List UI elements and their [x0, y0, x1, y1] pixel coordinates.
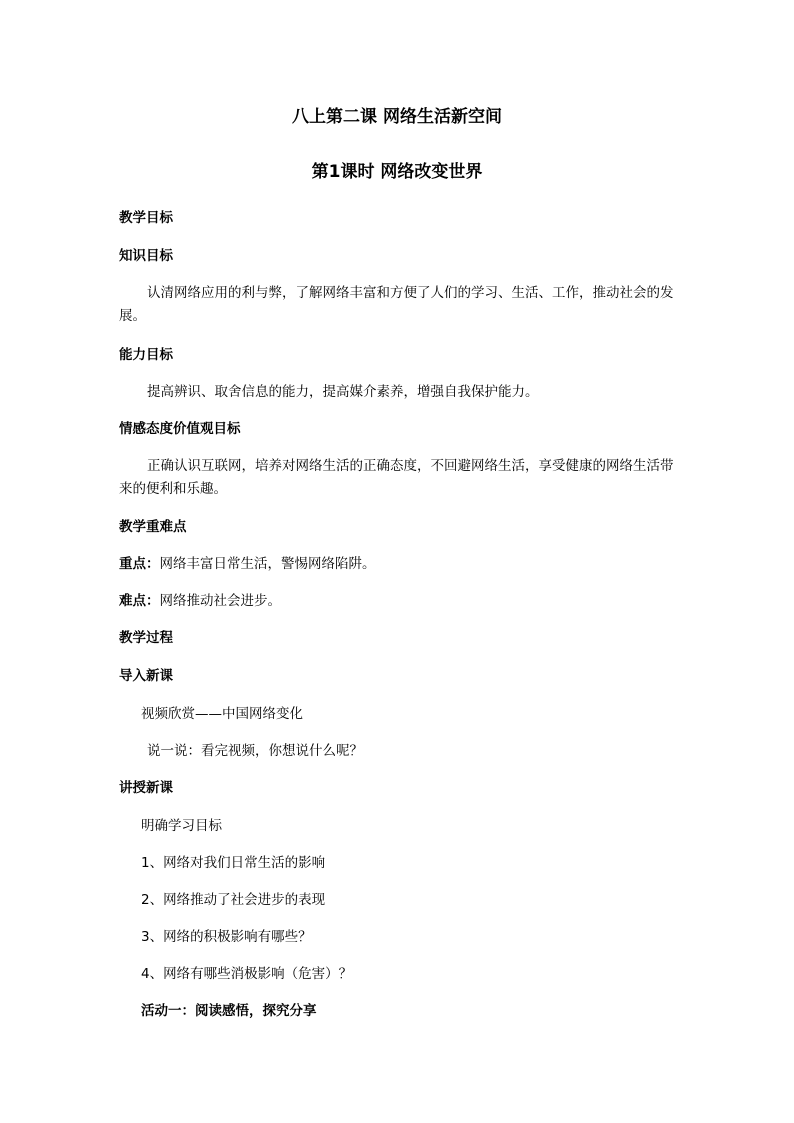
learning-goal-item: 1、网络对我们日常生活的影响	[141, 855, 326, 871]
paragraph-knowledge-goals	[119, 282, 679, 328]
knowledge-goals-text: 认清网络应用的利与弊，了解网络丰富和方便了人们的学习、生活、工作，推动社会的发展。	[119, 285, 674, 324]
emotion-goals-text: 正确认识互联网，培养对网络生活的正确态度，不回避网络生活，享受健康的网络生活带来的便利和乐趣。	[119, 458, 674, 497]
document-title: 八上第二课 网络生活新空间	[292, 107, 502, 127]
activity-one-heading: 活动一：阅读感悟，探究分享	[141, 1003, 317, 1019]
subheading-ability-goals: 能力目标	[119, 347, 173, 363]
learning-goal-item: 4、网络有哪些消极影响（危害）？	[141, 966, 353, 982]
paragraph-emotion-goals	[119, 455, 679, 501]
subheading-knowledge-goals: 知识目标	[119, 248, 173, 264]
section-heading-process: 教学过程	[119, 630, 173, 646]
focus-text: 网络丰富日常生活，警惕网络陷阱。	[159, 556, 376, 572]
subheading-intro: 导入新课	[119, 668, 173, 684]
paragraph-ability-goals: 提高辨识、取舍信息的能力，提高媒介素养，增强自我保护能力。	[147, 384, 539, 400]
subheading-new-lesson: 讲授新课	[119, 780, 173, 796]
learning-goal-title: 明确学习目标	[141, 818, 222, 834]
intro-talk: 说一说：看完视频，你想说什么呢？	[147, 743, 363, 759]
learning-goal-item: 3、网络的积极影响有哪些？	[141, 929, 312, 945]
difficulty-text: 网络推动社会进步。	[159, 593, 281, 609]
section-heading-teaching-goals: 教学目标	[119, 210, 173, 226]
document-subtitle: 第1课时 网络改变世界	[311, 162, 483, 182]
difficulty-label: 难点：	[119, 593, 160, 609]
intro-video: 视频欣赏——中国网络变化	[141, 706, 303, 722]
section-heading-key-points: 教学重难点	[119, 519, 187, 535]
focus-point	[119, 553, 679, 575]
subheading-emotion-goals: 情感态度价值观目标	[119, 421, 241, 437]
focus-label: 重点：	[119, 556, 160, 572]
difficulty-point	[119, 590, 679, 612]
learning-goal-item: 2、网络推动了社会进步的表现	[141, 892, 326, 908]
